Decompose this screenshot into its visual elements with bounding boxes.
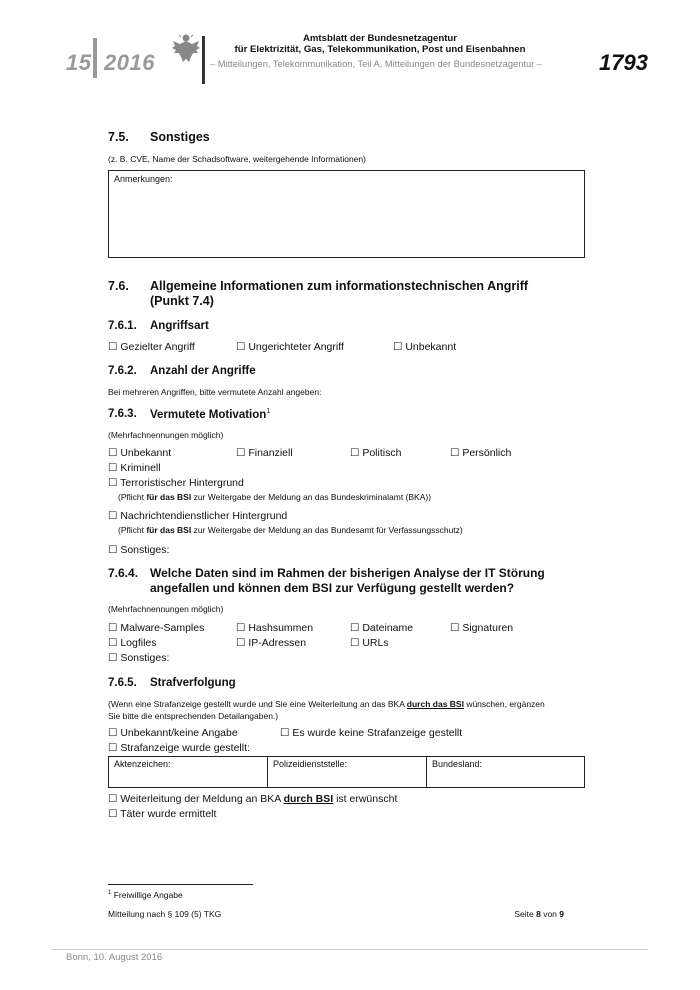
polizeidienststelle-field[interactable] <box>268 757 427 787</box>
bundesland-label: Bundesland: <box>432 759 483 769</box>
section-title: Welche Daten sind im Rahmen der bisherigen Analyse der IT Störung angefallen und können dem BSI zur Verfügung gestellt werden? <box>150 566 545 595</box>
section-title: Allgemeine Informationen zum informationstechnischen Angriff (Punkt 7.4) <box>150 279 529 308</box>
section-7-6-5-heading <box>108 677 588 691</box>
issue-number <box>66 50 91 76</box>
law-reference: Mitteilung nach § 109 (5) TKG <box>108 909 222 919</box>
seite-label: Seite <box>514 909 537 919</box>
remarks-field[interactable] <box>108 170 585 258</box>
section-number: 7.6.4. <box>108 566 139 580</box>
bundesland-field[interactable] <box>427 757 584 787</box>
journal-title-line2: für Elektrizität, Gas, Telekommunikation, Post und Eisenbahnen <box>234 44 526 55</box>
checkbox-politisch[interactable]: ☐ Politisch <box>350 447 402 459</box>
section-number: 7.5. <box>108 130 129 144</box>
note-part: zur Weitergabe der Meldung an das Bundeskriminalamt (BKA)) <box>191 492 432 502</box>
checkbox-finanziell[interactable]: ☐ Finanziell <box>236 447 293 459</box>
issue-number-value: 15 <box>66 50 92 75</box>
remarks-label: Anmerkungen: <box>114 174 173 184</box>
header-divider <box>93 38 97 78</box>
form-page-indicator <box>514 909 564 919</box>
section-7-6-5-note <box>108 698 583 722</box>
journal-title <box>230 33 530 55</box>
footnote-rule <box>108 884 253 885</box>
bottom-rule <box>52 949 648 950</box>
section-title: Angriffsart <box>150 320 209 332</box>
note-emphasis: durch das BSI <box>406 699 464 709</box>
issue-year: 2016 <box>104 50 155 75</box>
checkbox-urls[interactable]: ☐ URLs <box>350 637 389 649</box>
note-emphasis: für das BSI <box>146 525 192 535</box>
aktenzeichen-field[interactable] <box>109 757 268 787</box>
aktenzeichen-label: Aktenzeichen: <box>114 759 171 769</box>
note-part: zur Weitergabe der Meldung an das Bundesamt für Verfassungsschutz) <box>191 525 463 535</box>
footnote-text: Freiwillige Angabe <box>113 890 183 900</box>
section-7-6-3-note: (Mehrfachnennungen möglich) <box>108 430 224 440</box>
current-page: 8 <box>536 909 541 919</box>
section-number: 7.6. <box>108 279 129 293</box>
section-7-5-note: (z. B. CVE, Name der Schadsoftware, weitergehende Informationen) <box>108 154 366 164</box>
note-emphasis: für das BSI <box>146 492 192 502</box>
checkbox-persoenlich[interactable]: ☐ Persönlich <box>450 447 512 459</box>
total-pages: 9 <box>559 909 564 919</box>
page-number: 1793 <box>599 50 648 75</box>
checkbox-weiterleitung-bka[interactable] <box>108 793 397 805</box>
checkbox-logfiles[interactable]: ☐ Logfiles <box>108 637 157 649</box>
checkbox-unbekannt[interactable]: ☐ Unbekannt <box>393 341 457 353</box>
section-7-6-4-heading <box>108 566 588 598</box>
footnote-mark: 1 <box>266 408 271 415</box>
section-7-6-heading <box>108 279 588 311</box>
section-7-6-4-note: (Mehrfachnennungen möglich) <box>108 604 224 614</box>
checkbox-ip-adressen[interactable]: ☐ IP-Adressen <box>236 637 307 649</box>
checkbox-motivation-unbekannt[interactable]: ☐ Unbekannt <box>108 447 172 459</box>
section-title-text: Vermutete Motivation <box>150 408 267 421</box>
checkbox-motivation-sonstiges[interactable]: ☐ Sonstiges: <box>108 544 170 556</box>
footnote-number: 1 <box>108 890 112 897</box>
section-title: Anzahl der Angriffe <box>150 365 256 377</box>
place-date: Bonn, 10. August 2016 <box>66 952 163 963</box>
von-label: von <box>540 909 560 919</box>
section-7-5-heading <box>108 130 588 146</box>
polizeidienststelle-label: Polizeidienststelle: <box>273 759 348 769</box>
note-part: (Pflicht <box>118 525 147 535</box>
checkbox-unbekannt-keine-angabe[interactable]: ☐ Unbekannt/keine Angabe <box>108 727 238 739</box>
option-emphasis: durch BSI <box>283 793 334 805</box>
section-7-6-1-heading <box>108 320 588 334</box>
option-part: ist erwünscht <box>333 793 398 805</box>
section-title <box>150 408 270 421</box>
note-part: wünschen, ergänzen <box>463 699 545 709</box>
checkbox-hashsummen[interactable]: ☐ Hashsummen <box>236 622 314 634</box>
strafanzeige-details-table <box>108 756 585 788</box>
section-number: 7.6.2. <box>108 365 137 377</box>
checkbox-gezielter-angriff[interactable]: ☐ Gezielter Angriff <box>108 341 195 353</box>
section-7-6-2-heading <box>108 365 588 379</box>
nd-obligation-note <box>118 525 463 535</box>
note-line2: Sie bitte die entsprechenden Detailangaben.) <box>108 711 279 721</box>
checkbox-daten-sonstiges[interactable]: ☐ Sonstiges: <box>108 652 170 664</box>
section-number: 7.6.5. <box>108 677 137 689</box>
section-title: Strafverfolgung <box>150 677 236 689</box>
terror-obligation-note <box>118 492 431 502</box>
footnote <box>108 890 183 900</box>
section-number: 7.6.1. <box>108 320 137 332</box>
note-part: (Wenn eine Strafanzeige gestellt wurde und Sie eine Weiterleitung an das BKA <box>108 699 407 709</box>
header-rule <box>202 36 205 84</box>
checkbox-keine-strafanzeige[interactable]: ☐ Es wurde keine Strafanzeige gestellt <box>280 727 463 739</box>
section-title: Sonstiges <box>150 130 210 144</box>
checkbox-strafanzeige-gestellt[interactable]: ☐ Strafanzeige wurde gestellt: <box>108 742 250 754</box>
section-7-6-3-heading <box>108 408 588 422</box>
federal-eagle-icon <box>170 32 202 66</box>
checkbox-signaturen[interactable]: ☐ Signaturen <box>450 622 514 634</box>
checkbox-terroristisch[interactable]: ☐ Terroristischer Hintergrund <box>108 477 244 489</box>
checkbox-malware-samples[interactable]: ☐ Malware-Samples <box>108 622 205 634</box>
section-number: 7.6.3. <box>108 408 137 420</box>
checkbox-kriminell[interactable]: ☐ Kriminell <box>108 462 161 474</box>
checkbox-nachrichtendienstlich[interactable]: ☐ Nachrichtendienstlicher Hintergrund <box>108 510 288 522</box>
checkbox-taeter-ermittelt[interactable]: ☐ Täter wurde ermittelt <box>108 808 217 820</box>
checkbox-ungerichteter-angriff[interactable]: ☐ Ungerichteter Angriff <box>236 341 344 353</box>
journal-title-line1: Amtsblatt der Bundesnetzagentur <box>302 33 458 44</box>
section-7-6-2-note: Bei mehreren Angriffen, bitte vermutete Anzahl angeben: <box>108 387 322 397</box>
note-part: (Pflicht <box>118 492 147 502</box>
journal-subtitle: – Mitteilungen, Telekommunikation, Teil A, Mitteilungen der Bundesnetzagentur – <box>210 59 542 69</box>
option-part: ☐ Weiterleitung der Meldung an BKA <box>108 793 284 805</box>
checkbox-dateiname[interactable]: ☐ Dateiname <box>350 622 414 634</box>
